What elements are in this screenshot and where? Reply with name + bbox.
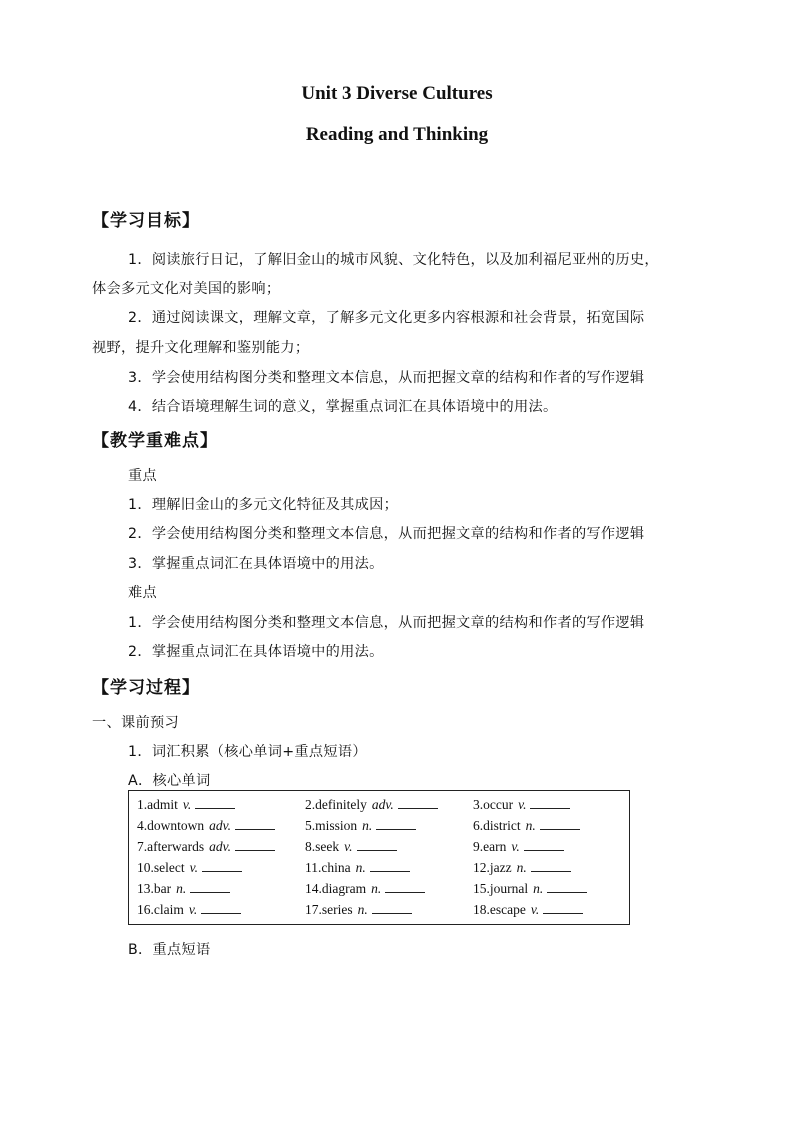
difficulty-item: 2．掌握重点词汇在具体语境中的用法。 xyxy=(128,644,384,660)
vocab-answer-blank[interactable] xyxy=(370,860,410,872)
vocab-word: 11.china xyxy=(305,860,351,875)
focus-label: 重点 xyxy=(128,468,157,484)
process-heading: 【学习过程】 xyxy=(92,678,200,698)
vocab-item xyxy=(473,818,580,834)
vocab-pos: n. xyxy=(371,881,382,896)
vocab-word: 14.diagram xyxy=(305,881,367,896)
vocab-answer-blank[interactable] xyxy=(398,797,438,809)
vocab-item xyxy=(137,881,230,897)
vocab-answer-blank[interactable] xyxy=(543,902,583,914)
vocab-item xyxy=(473,902,583,918)
vocab-pos: v. xyxy=(344,839,353,854)
vocab-word: 7.afterwards xyxy=(137,839,205,854)
vocab-word: 12.jazz xyxy=(473,860,512,875)
vocab-answer-blank[interactable] xyxy=(531,860,571,872)
core-words-table xyxy=(128,790,630,925)
vocab-pos: n. xyxy=(533,881,544,896)
vocab-item xyxy=(305,881,425,897)
vocab-answer-blank[interactable] xyxy=(530,797,570,809)
vocab-answer-blank[interactable] xyxy=(376,818,416,830)
vocab-word: 1.admit xyxy=(137,797,178,812)
vocab-pos: n. xyxy=(516,860,527,875)
focus-item: 1．理解旧金山的多元文化特征及其成因； xyxy=(128,497,399,513)
preview-heading: 一、课前预习 xyxy=(92,715,179,731)
vocab-word: 16.claim xyxy=(137,902,184,917)
vocab-pos: n. xyxy=(176,881,187,896)
vocab-word: 17.series xyxy=(305,902,353,917)
core-words-label: A．核心单词 xyxy=(128,773,211,789)
vocab-answer-blank[interactable] xyxy=(357,839,397,851)
vocab-answer-blank[interactable] xyxy=(202,860,242,872)
vocab-pos: v. xyxy=(511,839,520,854)
vocab-pos: v. xyxy=(530,902,540,917)
vocab-answer-blank[interactable] xyxy=(372,902,412,914)
vocab-item xyxy=(137,797,235,813)
vocab-answer-blank[interactable] xyxy=(540,818,580,830)
vocab-pos: v. xyxy=(182,797,192,812)
lesson-title: Reading and Thinking xyxy=(305,124,489,145)
vocab-word: 9.earn xyxy=(473,839,507,854)
difficulty-label: 难点 xyxy=(128,585,157,601)
objectives-heading: 【学习目标】 xyxy=(92,211,200,231)
vocab-answer-blank[interactable] xyxy=(190,881,230,893)
vocab-item xyxy=(305,839,397,855)
vocab-answer-blank[interactable] xyxy=(235,818,275,830)
key-points-heading: 【教学重难点】 xyxy=(92,431,218,451)
vocab-pos: v. xyxy=(189,860,198,875)
vocab-word: 6.district xyxy=(473,818,521,833)
vocab-item xyxy=(305,818,416,834)
vocab-item xyxy=(137,839,275,855)
vocab-answer-blank[interactable] xyxy=(547,881,587,893)
objective-line: 视野，提升文化理解和鉴别能力； xyxy=(92,340,310,356)
vocab-word: 3.occur xyxy=(473,797,514,812)
vocab-pos: v. xyxy=(188,902,198,917)
unit-title: Unit 3 Diverse Cultures xyxy=(301,83,493,104)
vocab-word: 18.escape xyxy=(473,902,526,917)
vocab-pos: adv. xyxy=(209,818,231,833)
vocab-pos: n. xyxy=(357,902,368,917)
vocab-accumulation: 1．词汇积累（核心单词+重点短语） xyxy=(128,744,367,760)
vocab-item xyxy=(137,860,242,876)
objective-line: 体会多元文化对美国的影响； xyxy=(92,281,281,297)
vocab-answer-blank[interactable] xyxy=(385,881,425,893)
vocab-pos: adv. xyxy=(371,797,394,812)
vocab-pos: n. xyxy=(362,818,373,833)
objective-line: 4．结合语境理解生词的意义，掌握重点词汇在具体语境中的用法。 xyxy=(128,399,558,415)
vocab-item xyxy=(473,839,564,855)
vocab-answer-blank[interactable] xyxy=(235,839,275,851)
vocab-pos: n. xyxy=(355,860,366,875)
vocab-word: 5.mission xyxy=(305,818,358,833)
vocab-word: 4.downtown xyxy=(137,818,205,833)
objective-line: 1．阅读旅行日记，了解旧金山的城市风貌、文化特色，以及加利福尼亚州的历史， xyxy=(128,252,659,268)
difficulty-item: 1．学会使用结构图分类和整理文本信息，从而把握文章的结构和作者的写作逻辑 xyxy=(128,615,645,631)
focus-item: 3．掌握重点词汇在具体语境中的用法。 xyxy=(128,556,384,572)
vocab-item xyxy=(473,881,587,897)
vocab-item xyxy=(473,797,570,813)
vocab-pos: n. xyxy=(525,818,536,833)
vocab-word: 13.bar xyxy=(137,881,172,896)
vocab-item xyxy=(137,818,275,834)
vocab-item xyxy=(305,797,438,813)
vocab-item xyxy=(137,902,241,918)
vocab-item xyxy=(305,860,410,876)
vocab-word: 10.select xyxy=(137,860,185,875)
vocab-pos: adv. xyxy=(209,839,231,854)
objective-line: 2．通过阅读课文，理解文章，了解多元文化更多内容根源和社会背景，拓宽国际 xyxy=(128,310,645,326)
focus-item: 2．学会使用结构图分类和整理文本信息，从而把握文章的结构和作者的写作逻辑 xyxy=(128,526,645,542)
vocab-answer-blank[interactable] xyxy=(524,839,564,851)
vocab-word: 2.definitely xyxy=(305,797,367,812)
vocab-item xyxy=(305,902,412,918)
vocab-answer-blank[interactable] xyxy=(201,902,241,914)
vocab-answer-blank[interactable] xyxy=(195,797,235,809)
vocab-word: 15.journal xyxy=(473,881,529,896)
objective-line: 3．学会使用结构图分类和整理文本信息，从而把握文章的结构和作者的写作逻辑 xyxy=(128,370,645,386)
vocab-item xyxy=(473,860,571,876)
key-phrases-label: B．重点短语 xyxy=(128,942,211,958)
vocab-pos: v. xyxy=(518,797,527,812)
vocab-word: 8.seek xyxy=(305,839,340,854)
